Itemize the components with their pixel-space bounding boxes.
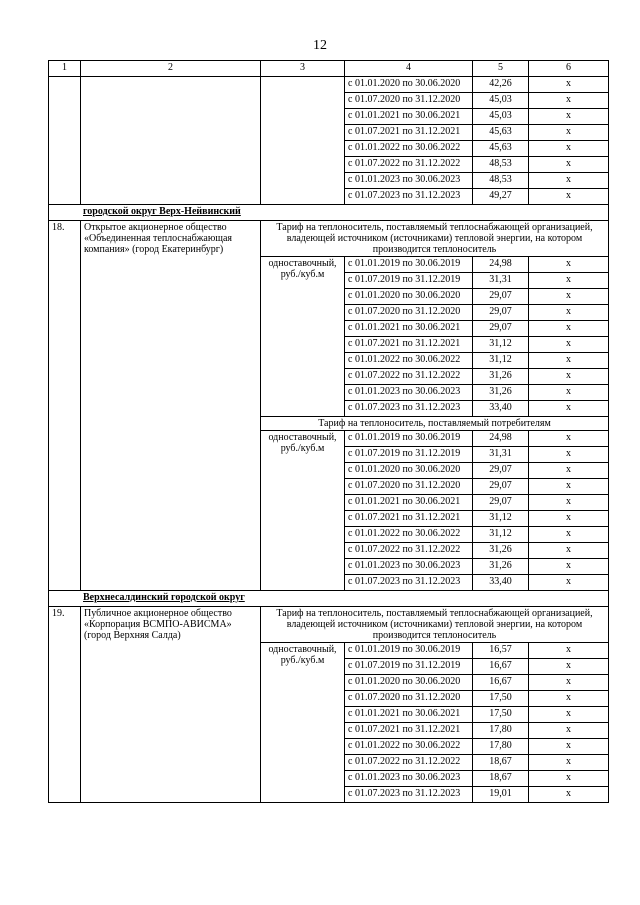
- tariff-period: с 01.01.2020 по 30.06.2020: [345, 289, 473, 305]
- tariff-x-mark: x: [529, 305, 609, 321]
- tariff-period: с 01.01.2023 по 30.06.2023: [345, 173, 473, 189]
- tariff-x-mark: x: [529, 189, 609, 205]
- tariff-value: 24,98: [473, 257, 529, 273]
- tariff-x-mark: x: [529, 141, 609, 157]
- tariff-value: 48,53: [473, 173, 529, 189]
- tariff-value: 17,80: [473, 723, 529, 739]
- table-row: [49, 77, 609, 93]
- tariff-period: с 01.07.2022 по 31.12.2022: [345, 369, 473, 385]
- tariff-x-mark: x: [529, 369, 609, 385]
- tariff-value: 49,27: [473, 189, 529, 205]
- tariff-value: 31,26: [473, 559, 529, 575]
- tariff-type: одноставочный, руб./куб.м: [261, 643, 345, 803]
- tariff-x-mark: x: [529, 447, 609, 463]
- tariff-period: с 01.01.2019 по 30.06.2019: [345, 431, 473, 447]
- tariff-heading: Тариф на теплоноситель, поставляемый потребителям: [261, 417, 609, 431]
- tariff-x-mark: x: [529, 273, 609, 289]
- tariff-period: с 01.07.2021 по 31.12.2021: [345, 125, 473, 141]
- tariff-x-mark: x: [529, 77, 609, 93]
- column-number: 5: [473, 61, 529, 77]
- tariff-period: с 01.07.2022 по 31.12.2022: [345, 755, 473, 771]
- tariff-period: с 01.07.2023 по 31.12.2023: [345, 575, 473, 591]
- tariff-value: 45,63: [473, 141, 529, 157]
- tariff-x-mark: x: [529, 527, 609, 543]
- tariff-period: с 01.07.2020 по 31.12.2020: [345, 305, 473, 321]
- tariff-value: 31,12: [473, 527, 529, 543]
- tariff-heading: Тариф на теплоноситель, поставляемый теплоснабжающей организацией, владеющей источником (источниками) тепловой энергии, на котором производится теплоноситель: [261, 607, 609, 643]
- tariff-x-mark: x: [529, 691, 609, 707]
- column-number: 4: [345, 61, 473, 77]
- column-number-row: [49, 61, 609, 77]
- empty-cell: [261, 77, 345, 205]
- tariff-value: 24,98: [473, 431, 529, 447]
- tariff-x-mark: x: [529, 543, 609, 559]
- tariff-value: 45,63: [473, 125, 529, 141]
- tariff-x-mark: x: [529, 93, 609, 109]
- tariff-x-mark: x: [529, 707, 609, 723]
- tariff-x-mark: x: [529, 401, 609, 417]
- tariff-x-mark: x: [529, 755, 609, 771]
- tariff-value: 29,07: [473, 495, 529, 511]
- tariff-period: с 01.01.2022 по 30.06.2022: [345, 141, 473, 157]
- tariff-x-mark: x: [529, 321, 609, 337]
- tariff-x-mark: x: [529, 431, 609, 447]
- tariff-period: с 01.01.2021 по 30.06.2021: [345, 321, 473, 337]
- tariff-value: 31,12: [473, 337, 529, 353]
- tariff-value: 19,01: [473, 787, 529, 803]
- empty-cell: [81, 77, 261, 205]
- tariff-value: 42,26: [473, 77, 529, 93]
- column-number: 6: [529, 61, 609, 77]
- tariff-heading-row: [49, 221, 609, 257]
- entry-number: 19.: [49, 607, 81, 803]
- tariff-value: 29,07: [473, 479, 529, 495]
- tariff-period: с 01.07.2022 по 31.12.2022: [345, 157, 473, 173]
- tariff-period: с 01.07.2023 по 31.12.2023: [345, 189, 473, 205]
- tariff-period: с 01.01.2023 по 30.06.2023: [345, 771, 473, 787]
- tariff-value: 48,53: [473, 157, 529, 173]
- tariff-value: 29,07: [473, 321, 529, 337]
- tariff-x-mark: x: [529, 495, 609, 511]
- section-title: Верхнесалдинский городской округ: [49, 591, 609, 607]
- tariff-period: с 01.07.2020 по 31.12.2020: [345, 93, 473, 109]
- tariff-value: 29,07: [473, 463, 529, 479]
- tariff-period: с 01.07.2019 по 31.12.2019: [345, 659, 473, 675]
- organization-name: Открытое акционерное общество «Объединенная теплоснабжающая компания» (город Екатеринбург): [81, 221, 261, 591]
- tariff-period: с 01.01.2021 по 30.06.2021: [345, 495, 473, 511]
- tariff-value: 17,50: [473, 691, 529, 707]
- tariff-value: 18,67: [473, 771, 529, 787]
- tariff-value: 31,31: [473, 273, 529, 289]
- tariff-x-mark: x: [529, 337, 609, 353]
- tariff-x-mark: x: [529, 787, 609, 803]
- tariff-period: с 01.07.2020 по 31.12.2020: [345, 691, 473, 707]
- section-title: городской округ Верх-Нейвинский: [49, 205, 609, 221]
- tariff-value: 29,07: [473, 305, 529, 321]
- organization-name: Публичное акционерное общество «Корпорация ВСМПО-АВИСМА» (город Верхняя Салда): [81, 607, 261, 803]
- tariff-x-mark: x: [529, 675, 609, 691]
- tariff-x-mark: x: [529, 109, 609, 125]
- tariff-table-body: [49, 61, 609, 803]
- tariff-period: с 01.07.2023 по 31.12.2023: [345, 401, 473, 417]
- tariff-heading: Тариф на теплоноситель, поставляемый теплоснабжающей организацией, владеющей источником (источниками) тепловой энергии, на котором производится теплоноситель: [261, 221, 609, 257]
- tariff-x-mark: x: [529, 575, 609, 591]
- tariff-value: 18,67: [473, 755, 529, 771]
- tariff-period: с 01.07.2023 по 31.12.2023: [345, 787, 473, 803]
- tariff-x-mark: x: [529, 559, 609, 575]
- tariff-x-mark: x: [529, 511, 609, 527]
- tariff-period: с 01.07.2021 по 31.12.2021: [345, 511, 473, 527]
- tariff-heading-row: [49, 607, 609, 643]
- tariff-x-mark: x: [529, 385, 609, 401]
- tariff-value: 31,12: [473, 353, 529, 369]
- tariff-value: 16,67: [473, 659, 529, 675]
- tariff-value: 31,26: [473, 543, 529, 559]
- tariff-period: с 01.07.2021 по 31.12.2021: [345, 337, 473, 353]
- tariff-x-mark: x: [529, 353, 609, 369]
- tariff-x-mark: x: [529, 479, 609, 495]
- tariff-value: 31,31: [473, 447, 529, 463]
- tariff-period: с 01.07.2020 по 31.12.2020: [345, 479, 473, 495]
- tariff-value: 17,50: [473, 707, 529, 723]
- tariff-value: 17,80: [473, 739, 529, 755]
- tariff-type: одноставочный, руб./куб.м: [261, 431, 345, 591]
- tariff-value: 16,57: [473, 643, 529, 659]
- tariff-x-mark: x: [529, 771, 609, 787]
- tariff-value: 45,03: [473, 93, 529, 109]
- section-row: [49, 205, 609, 221]
- tariff-x-mark: x: [529, 157, 609, 173]
- section-row: [49, 591, 609, 607]
- tariff-period: с 01.07.2022 по 31.12.2022: [345, 543, 473, 559]
- tariff-period: с 01.01.2022 по 30.06.2022: [345, 739, 473, 755]
- page-number: 12: [313, 38, 327, 53]
- tariff-period: с 01.01.2020 по 30.06.2020: [345, 675, 473, 691]
- tariff-period: с 01.01.2019 по 30.06.2019: [345, 643, 473, 659]
- entry-number: 18.: [49, 221, 81, 591]
- empty-cell: [49, 77, 81, 205]
- tariff-x-mark: x: [529, 257, 609, 273]
- tariff-x-mark: x: [529, 463, 609, 479]
- tariff-value: 31,26: [473, 369, 529, 385]
- tariff-period: с 01.07.2021 по 31.12.2021: [345, 723, 473, 739]
- tariff-x-mark: x: [529, 739, 609, 755]
- tariff-value: 45,03: [473, 109, 529, 125]
- tariff-period: с 01.01.2022 по 30.06.2022: [345, 527, 473, 543]
- tariff-x-mark: x: [529, 723, 609, 739]
- tariff-x-mark: x: [529, 173, 609, 189]
- tariff-period: с 01.01.2020 по 30.06.2020: [345, 463, 473, 479]
- tariff-period: с 01.01.2022 по 30.06.2022: [345, 353, 473, 369]
- tariff-value: 29,07: [473, 289, 529, 305]
- tariff-period: с 01.01.2021 по 30.06.2021: [345, 707, 473, 723]
- column-number: 1: [49, 61, 81, 77]
- tariff-period: с 01.01.2023 по 30.06.2023: [345, 559, 473, 575]
- tariff-value: 16,67: [473, 675, 529, 691]
- tariff-type: одноставочный, руб./куб.м: [261, 257, 345, 417]
- tariff-x-mark: x: [529, 643, 609, 659]
- tariff-value: 31,26: [473, 385, 529, 401]
- tariff-period: с 01.07.2019 по 31.12.2019: [345, 273, 473, 289]
- tariff-period: с 01.01.2020 по 30.06.2020: [345, 77, 473, 93]
- tariff-value: 33,40: [473, 575, 529, 591]
- tariff-x-mark: x: [529, 125, 609, 141]
- tariff-period: с 01.01.2021 по 30.06.2021: [345, 109, 473, 125]
- column-number: 2: [81, 61, 261, 77]
- tariff-period: с 01.07.2019 по 31.12.2019: [345, 447, 473, 463]
- tariff-period: с 01.01.2019 по 30.06.2019: [345, 257, 473, 273]
- tariff-period: с 01.01.2023 по 30.06.2023: [345, 385, 473, 401]
- tariff-value: 33,40: [473, 401, 529, 417]
- tariff-table: [48, 60, 609, 803]
- tariff-value: 31,12: [473, 511, 529, 527]
- tariff-x-mark: x: [529, 659, 609, 675]
- column-number: 3: [261, 61, 345, 77]
- tariff-x-mark: x: [529, 289, 609, 305]
